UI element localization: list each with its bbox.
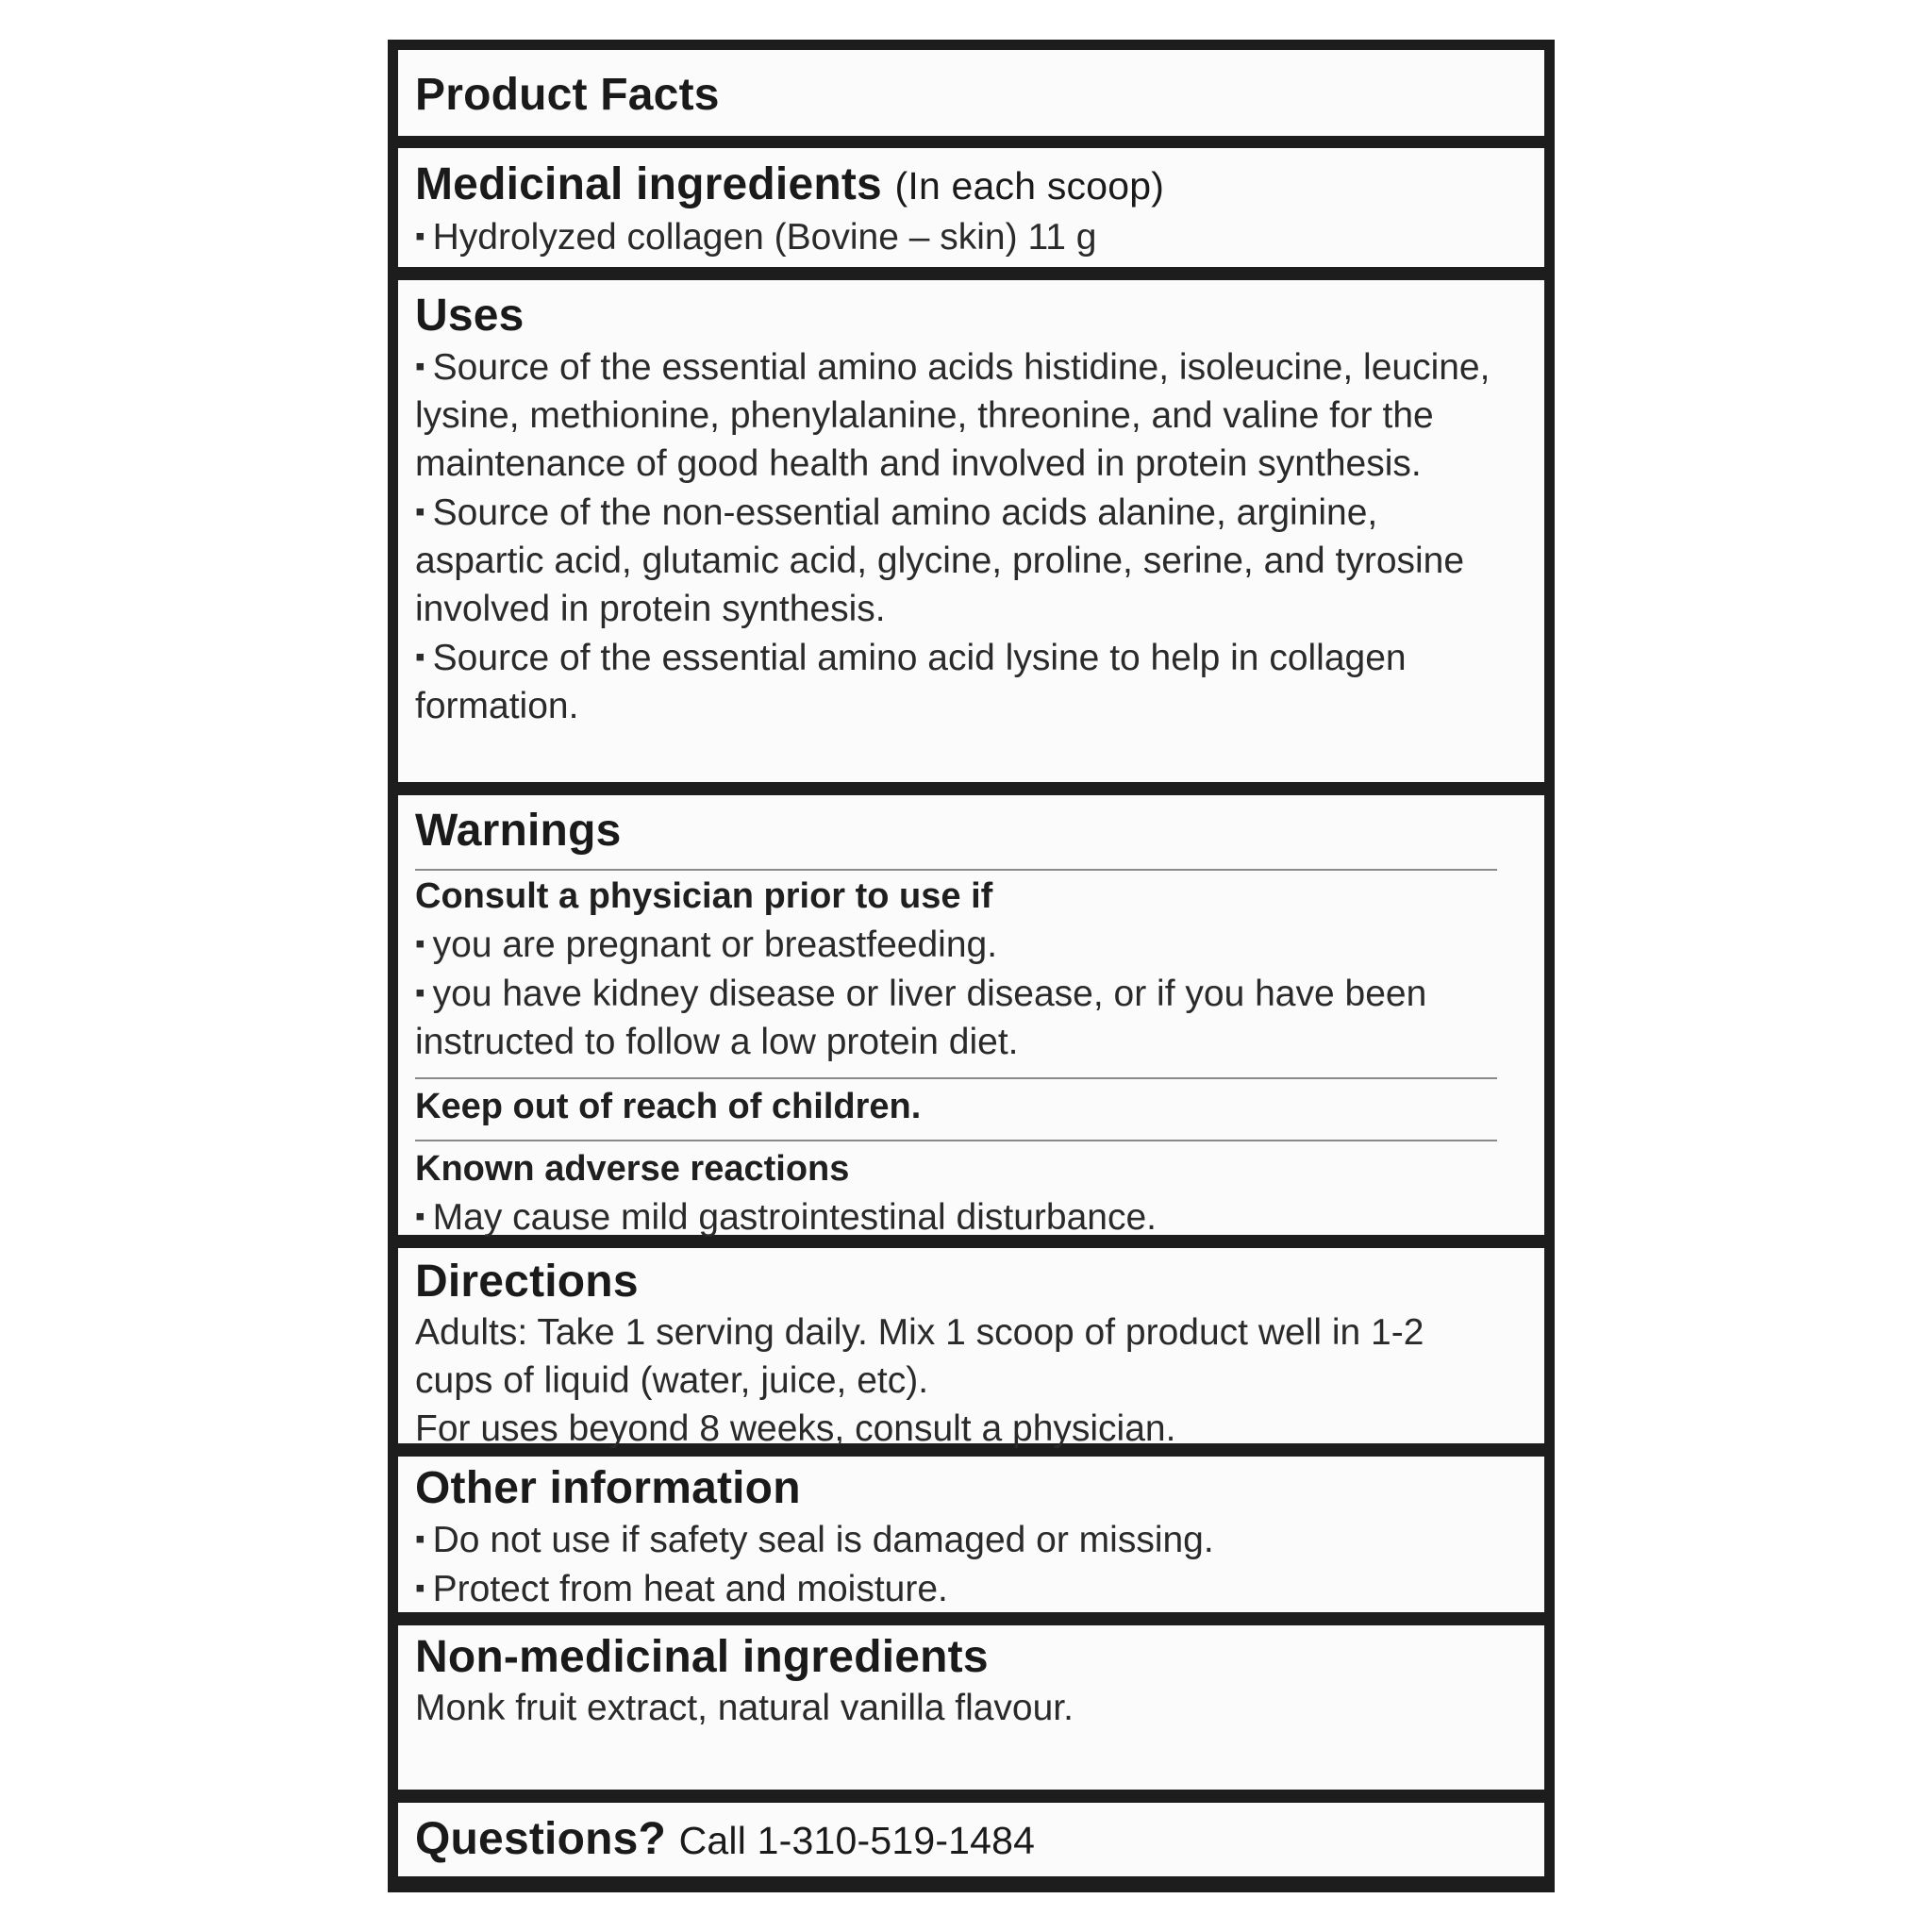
bullet-icon: ▪: [415, 1573, 425, 1604]
bullet-icon: ▪: [415, 928, 425, 959]
questions-line: [415, 1803, 1507, 1867]
other-list: [415, 1515, 1507, 1613]
medicinal-list: [415, 212, 1507, 261]
medicinal-ingredients-panel: [398, 148, 1544, 267]
divider: [415, 869, 1497, 871]
non-medicinal-heading: Non-medicinal ingredients: [415, 1632, 989, 1682]
bullet-icon: ▪: [415, 641, 425, 673]
directions-line-2: For uses beyond 8 weeks, consult a physician.: [415, 1408, 1176, 1449]
directions-heading: Directions: [415, 1257, 639, 1307]
consult-list: [415, 920, 1507, 1066]
list-item: ▪ Protect from heat and moisture.: [415, 1569, 948, 1609]
list-item: ▪ Source of the non-essential amino acids alanine, arginine, aspartic acid, glutamic acid, glycine, proline, serine, and tyrosine involved in protein synthesis.: [415, 492, 1465, 629]
list-item: ▪ Source of the essential amino acids histidine, isoleucine, leucine, lysine, methionine, phenylalanine, threonine, and valine for the maintenance of good health and involved in protein synthesis.: [415, 347, 1491, 484]
bullet-icon: ▪: [415, 977, 425, 1008]
medicinal-heading-text: Medicinal ingredients: [415, 159, 882, 209]
warnings-heading: Warnings: [415, 806, 622, 856]
adverse-heading: Known adverse reactions: [415, 1149, 850, 1189]
medicinal-qualifier: (In each scoop): [894, 164, 1165, 208]
non-medicinal-text: Monk fruit extract, natural vanilla flavour.: [415, 1688, 1074, 1728]
bullet-icon: ▪: [415, 496, 425, 527]
other-information-panel: [398, 1457, 1544, 1612]
divider: [415, 1077, 1497, 1079]
questions-panel: [398, 1803, 1544, 1876]
page-title: Product Facts: [415, 70, 720, 120]
directions-line-1: Adults: Take 1 serving daily. Mix 1 scoop of product well in 1-2 cups of liquid (water, juice, etc).: [415, 1312, 1424, 1401]
list-item: ▪ you have kidney disease or liver disease, or if you have been instructed to follow a low protein diet.: [415, 974, 1427, 1062]
bullet-icon: ▪: [415, 351, 425, 382]
medicinal-heading: [415, 148, 1507, 212]
list-item: ▪ Hydrolyzed collagen (Bovine – skin) 11 g: [415, 217, 1097, 258]
product-facts-label: [388, 40, 1555, 1892]
consult-heading: Consult a physician prior to use if: [415, 876, 993, 916]
non-medicinal-panel: [398, 1625, 1544, 1790]
uses-list: [415, 342, 1507, 730]
questions-heading: Questions?: [415, 1814, 667, 1864]
list-item: ▪ Source of the essential amino acid lysine to help in collagen formation.: [415, 638, 1407, 726]
adverse-list: [415, 1192, 1507, 1241]
phone-number: Call 1-310-519-1484: [678, 1819, 1036, 1862]
uses-heading: Uses: [415, 291, 525, 341]
warnings-panel: [398, 795, 1544, 1238]
divider: [415, 1140, 1497, 1141]
list-item: ▪ Do not use if safety seal is damaged or missing.: [415, 1520, 1214, 1560]
list-item: ▪ you are pregnant or breastfeeding.: [415, 924, 998, 965]
keep-out-notice: Keep out of reach of children.: [415, 1087, 922, 1126]
directions-panel: [398, 1248, 1544, 1449]
bullet-icon: ▪: [415, 1524, 425, 1555]
bullet-icon: ▪: [415, 1201, 425, 1232]
title-panel: [398, 50, 1544, 136]
uses-panel: [398, 280, 1544, 782]
bullet-icon: ▪: [415, 221, 425, 252]
other-heading: Other information: [415, 1463, 801, 1513]
list-item: ▪ May cause mild gastrointestinal disturbance.: [415, 1197, 1158, 1238]
